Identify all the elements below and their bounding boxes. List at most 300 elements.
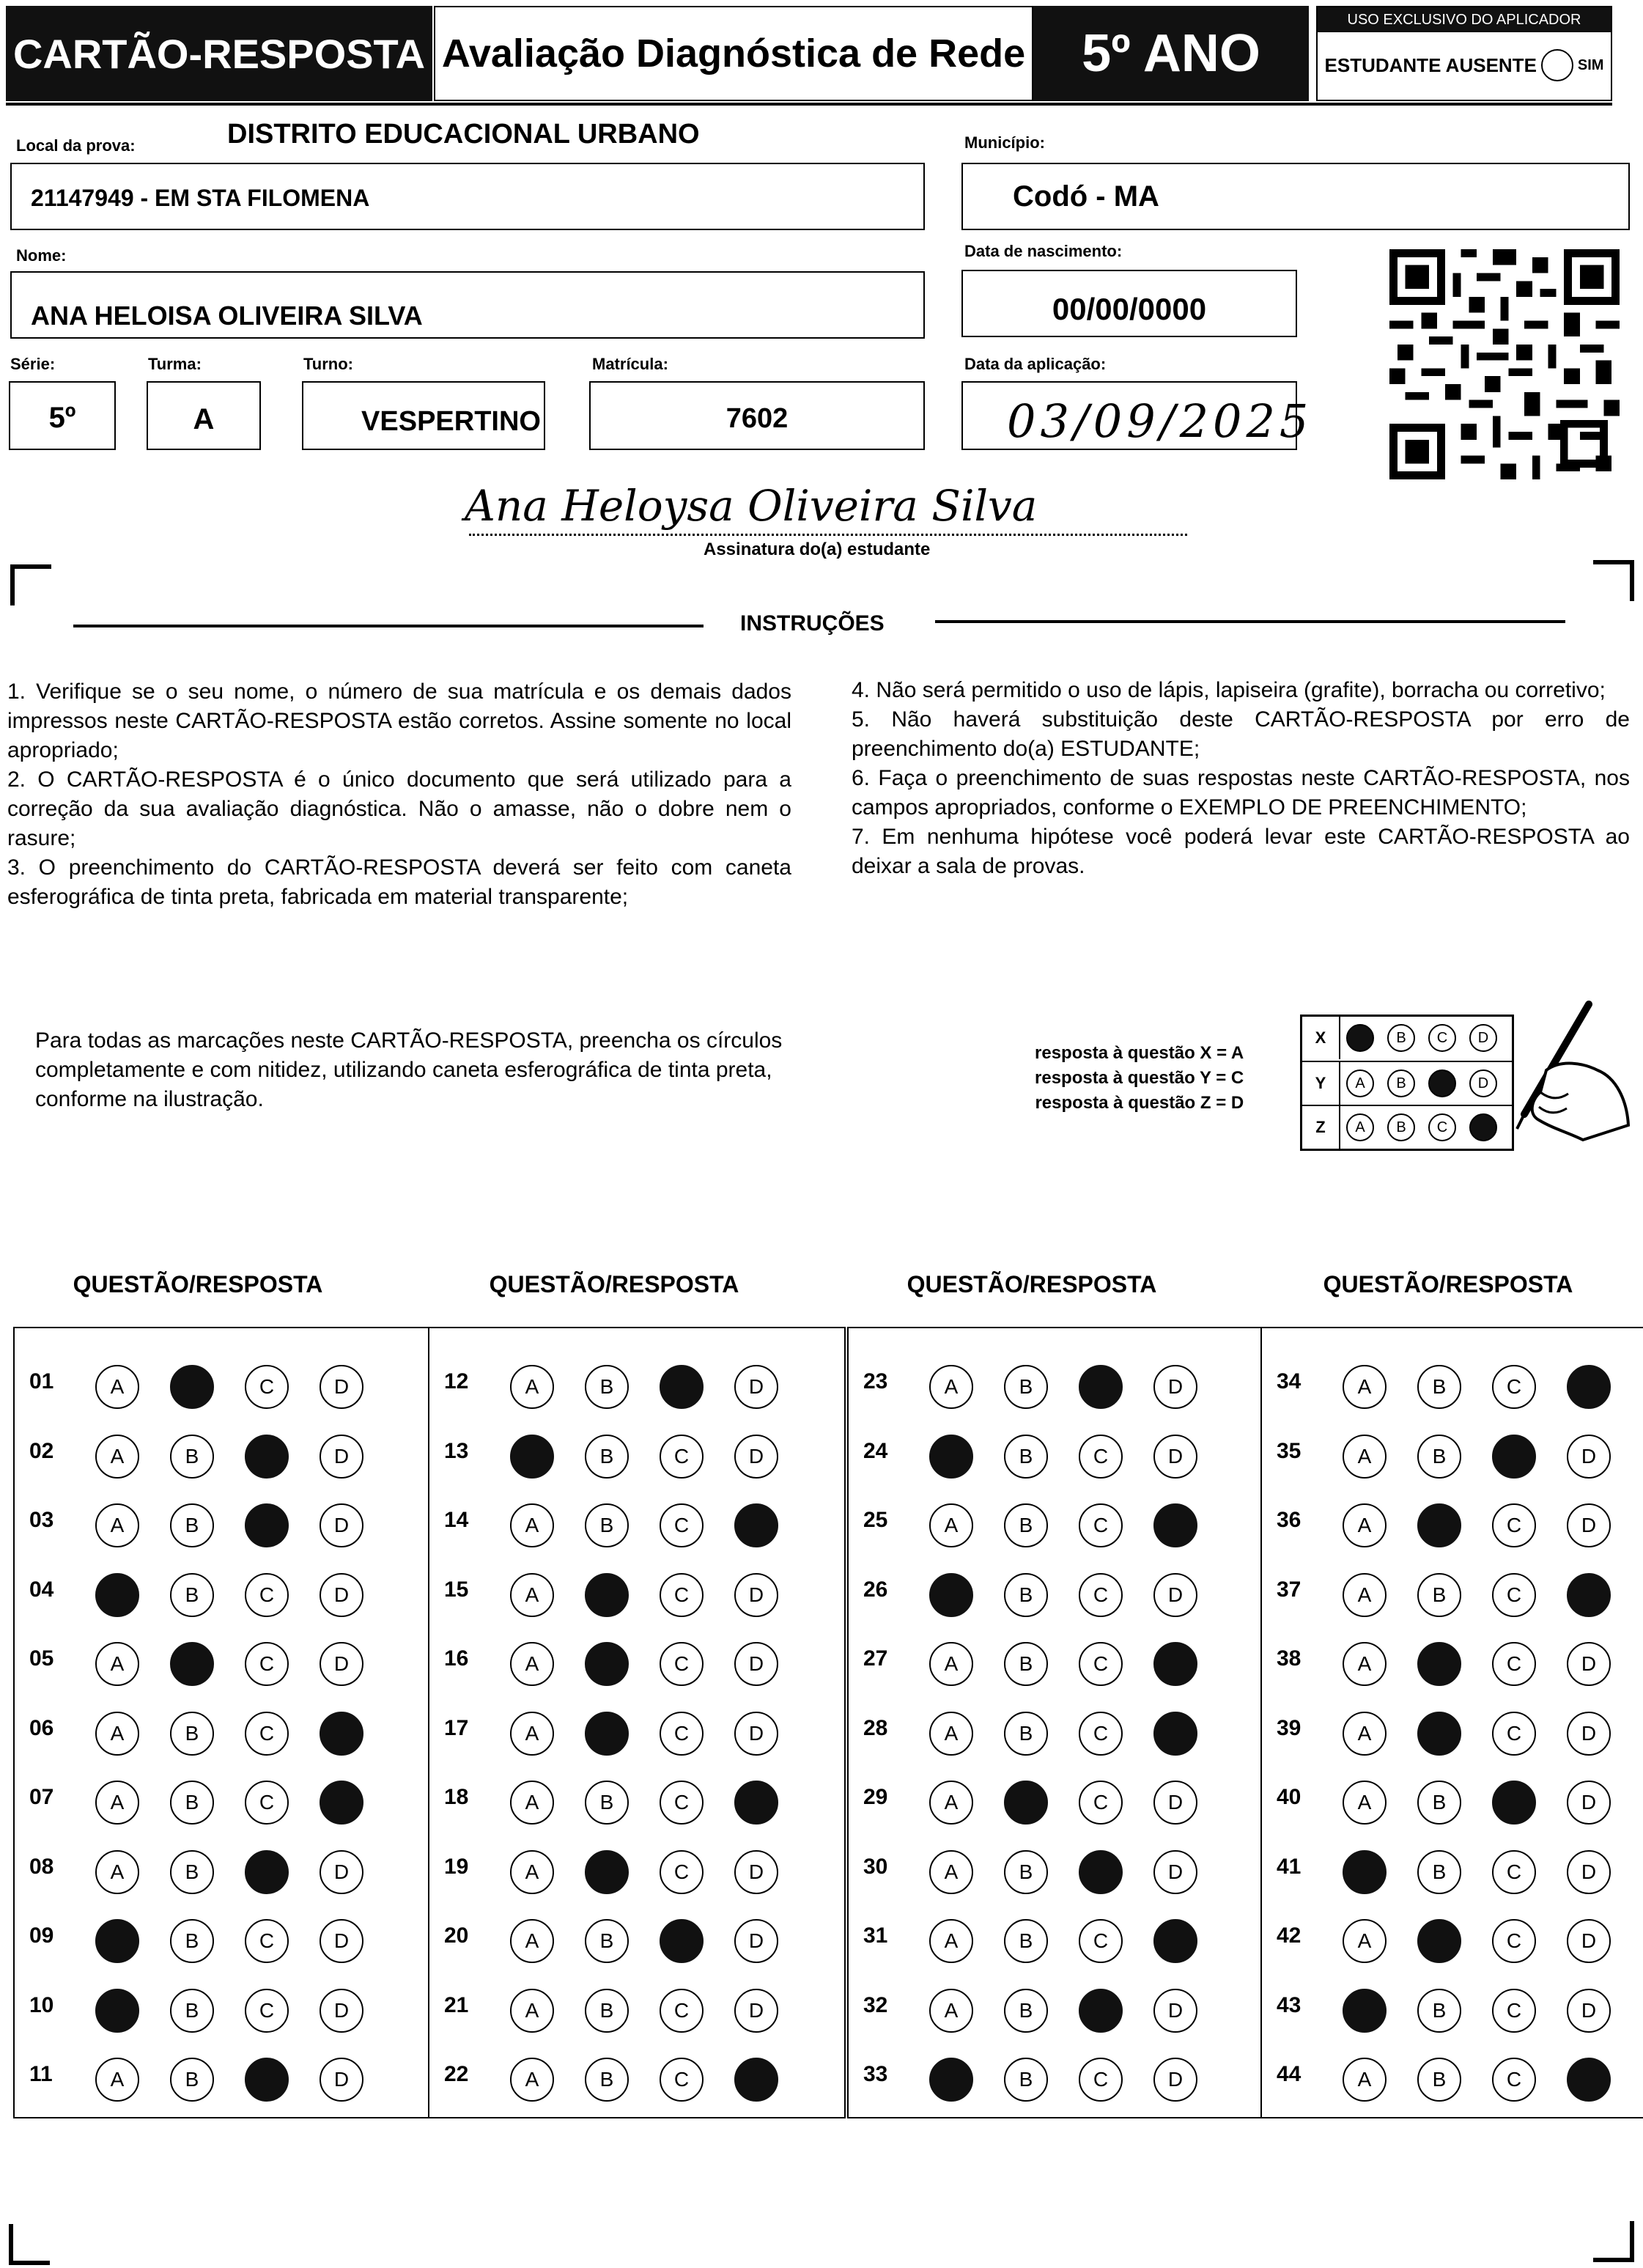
applicator-caption: USO EXCLUSIVO DO APLICADOR — [1318, 7, 1611, 32]
question-number: 15 — [444, 1577, 469, 1602]
question-row — [15, 2043, 429, 2112]
question-row — [15, 1350, 429, 1419]
answer-bubble-b[interactable]: B — [1004, 1989, 1048, 2033]
question-number: 13 — [444, 1438, 469, 1463]
answer-bubble-d[interactable] — [320, 1712, 363, 1756]
answer-bubble-a[interactable]: A — [95, 1365, 139, 1409]
answer-bubble-b[interactable] — [1417, 1712, 1461, 1756]
answer-bubble-b[interactable]: B — [585, 1989, 629, 2033]
question-row — [429, 1904, 844, 1973]
answer-bubble-a[interactable]: A — [929, 1850, 973, 1894]
answer-bubble-a[interactable]: A — [1343, 1435, 1387, 1479]
answer-bubble-a[interactable]: A — [510, 1989, 554, 2033]
example-row-label: X — [1302, 1017, 1340, 1059]
question-row — [429, 1420, 844, 1489]
answer-bubble-b[interactable]: B — [585, 1365, 629, 1409]
answer-bubble-c[interactable]: C — [245, 1919, 289, 1963]
answer-bubble-c[interactable]: C — [245, 1989, 289, 2033]
question-row — [15, 1904, 429, 1973]
example-bubble-b: B — [1387, 1113, 1415, 1141]
answer-bubble-a[interactable]: A — [929, 1642, 973, 1686]
answer-bubble-c[interactable] — [1492, 1781, 1536, 1825]
answer-bubble-b[interactable] — [1417, 1919, 1461, 1963]
example-bubble-a: A — [1346, 1069, 1374, 1097]
answer-bubble-d[interactable]: D — [1567, 1503, 1611, 1547]
answer-bubble-d[interactable]: D — [1567, 1712, 1611, 1756]
question-row — [1262, 1766, 1643, 1835]
answer-bubble-b[interactable]: B — [585, 1503, 629, 1547]
answer-bubble-d[interactable]: D — [734, 1989, 778, 2033]
answer-bubble-d[interactable]: D — [320, 1642, 363, 1686]
answer-bubble-a[interactable]: A — [510, 1573, 554, 1617]
question-row — [1262, 1627, 1643, 1696]
signature: Ana Heloysa Oliveira Silva — [465, 481, 1038, 531]
applicator-panel — [1316, 6, 1612, 101]
question-row — [1262, 1350, 1643, 1419]
absent-label: ESTUDANTE AUSENTE — [1324, 54, 1537, 76]
question-number: 06 — [29, 1715, 54, 1740]
municipality-label: Município: — [964, 133, 1045, 152]
answer-bubble-d[interactable]: D — [1567, 1435, 1611, 1479]
question-number: 41 — [1277, 1854, 1302, 1879]
question-number: 14 — [444, 1508, 469, 1532]
question-number: 05 — [29, 1646, 54, 1671]
answer-bubble-c[interactable]: C — [1492, 1642, 1536, 1686]
answer-bubble-a[interactable]: A — [1343, 1503, 1387, 1547]
answer-bubble-c[interactable] — [1079, 1850, 1123, 1894]
example-bubble-d: D — [1469, 1024, 1497, 1052]
pen-hand-icon — [1495, 990, 1634, 1144]
class-label: Turma: — [148, 355, 202, 373]
answer-bubble-b[interactable]: B — [1417, 1365, 1461, 1409]
answer-bubble-b[interactable]: B — [1417, 1781, 1461, 1825]
answer-bubble-d[interactable]: D — [1567, 1850, 1611, 1894]
answer-bubble-a[interactable]: A — [510, 1850, 554, 1894]
answer-bubble-c[interactable]: C — [245, 1712, 289, 1756]
answer-bubble-c[interactable]: C — [660, 2058, 704, 2102]
question-number: 17 — [444, 1715, 469, 1740]
answer-bubble-b[interactable]: B — [1417, 1435, 1461, 1479]
answer-bubble-d[interactable] — [1153, 1712, 1197, 1756]
question-number: 08 — [29, 1854, 54, 1879]
answer-bubble-b[interactable]: B — [585, 1435, 629, 1479]
answer-bubble-b[interactable]: B — [170, 1781, 214, 1825]
answer-bubble-a[interactable]: A — [95, 1435, 139, 1479]
answer-bubble-b[interactable]: B — [1004, 1435, 1048, 1479]
answer-bubble-b[interactable] — [585, 1642, 629, 1686]
answer-bubble-a[interactable]: A — [929, 1989, 973, 2033]
answer-bubble-a[interactable]: A — [95, 1781, 139, 1825]
answer-bubble-b[interactable]: B — [585, 1781, 629, 1825]
question-number: 36 — [1277, 1508, 1302, 1532]
answer-bubble-c[interactable]: C — [660, 1850, 704, 1894]
grade-box — [9, 381, 116, 450]
answer-bubble-a[interactable]: A — [929, 1781, 973, 1825]
answer-bubble-c[interactable]: C — [1492, 1919, 1536, 1963]
answer-bubble-b[interactable]: B — [170, 1503, 214, 1547]
instructions-left — [7, 677, 791, 912]
answer-bubble-b[interactable]: B — [1004, 1712, 1048, 1756]
answer-bubble-a[interactable] — [95, 1919, 139, 1963]
corner-mark-tl — [10, 564, 51, 605]
answer-bubble-d[interactable]: D — [1153, 1435, 1197, 1479]
question-row — [849, 2043, 1263, 2112]
answer-bubble-a[interactable]: A — [510, 1781, 554, 1825]
column-title: QUESTÃO/RESPOSTA — [907, 1271, 1157, 1297]
answer-bubble-c[interactable]: C — [245, 1365, 289, 1409]
example-bubble-d — [1469, 1113, 1497, 1141]
question-row — [429, 1350, 844, 1419]
question-number: 42 — [1277, 1923, 1302, 1948]
instruction-5: 5. Não haverá substituição deste CARTÃO-RESPOSTA por erro de preenchimento do(a) ESTUDANTE; — [852, 707, 1630, 761]
signature-line — [469, 534, 1187, 536]
answer-bubble-b[interactable]: B — [1004, 1642, 1048, 1686]
answer-bubble-b[interactable] — [1004, 1781, 1048, 1825]
answer-bubble-c[interactable]: C — [1079, 1781, 1123, 1825]
signature-caption: Assinatura do(a) estudante — [704, 540, 931, 559]
answer-bubble-b[interactable] — [585, 1850, 629, 1894]
answer-bubble-d[interactable]: D — [320, 1573, 363, 1617]
instruction-7: 7. Em nenhuma hipótese você poderá levar este CARTÃO-RESPOSTA ao deixar a sala de provas. — [852, 825, 1630, 878]
question-number: 44 — [1277, 2062, 1302, 2086]
question-number: 31 — [863, 1923, 888, 1948]
answer-bubble-d[interactable]: D — [734, 1712, 778, 1756]
answer-bubble-d[interactable] — [1153, 1919, 1197, 1963]
question-number: 22 — [444, 2062, 469, 2086]
question-number: 12 — [444, 1369, 469, 1393]
corner-mark-bl — [9, 2224, 50, 2265]
answer-bubble-c[interactable]: C — [1492, 1573, 1536, 1617]
answer-bubble-b[interactable]: B — [1417, 1850, 1461, 1894]
answer-bubble-b[interactable]: B — [1004, 1850, 1048, 1894]
answer-bubble-a[interactable]: A — [1343, 1712, 1387, 1756]
question-number: 07 — [29, 1785, 54, 1809]
answer-bubble-d[interactable]: D — [320, 1850, 363, 1894]
answer-bubble-b[interactable] — [585, 1573, 629, 1617]
birth-box — [961, 270, 1297, 337]
answer-bubble-a[interactable] — [929, 1435, 973, 1479]
answer-bubble-a[interactable] — [929, 1573, 973, 1617]
answer-bubble-c[interactable] — [245, 1850, 289, 1894]
example-bubble-d: D — [1469, 1069, 1497, 1097]
answer-bubble-b[interactable]: B — [170, 1850, 214, 1894]
answer-bubble-a[interactable]: A — [929, 1365, 973, 1409]
shift-label: Turno: — [303, 355, 354, 373]
answer-bubble-a[interactable]: A — [1343, 1781, 1387, 1825]
instructions-rule-right — [935, 620, 1565, 623]
answer-column — [1260, 1327, 1643, 2118]
answer-column — [428, 1327, 846, 2118]
answer-bubble-a[interactable] — [1343, 1850, 1387, 1894]
question-row — [1262, 1904, 1643, 1973]
question-row — [429, 1836, 844, 1904]
answer-bubble-c[interactable]: C — [660, 1642, 704, 1686]
answer-bubble-c[interactable] — [245, 1503, 289, 1547]
question-row — [849, 1974, 1263, 2043]
answer-bubble-c[interactable] — [245, 2058, 289, 2102]
answer-bubble-c[interactable]: C — [660, 1503, 704, 1547]
answer-bubble-a[interactable]: A — [95, 1712, 139, 1756]
question-row — [429, 2043, 844, 2112]
question-row — [15, 1974, 429, 2043]
answer-bubble-d[interactable] — [1567, 1573, 1611, 1617]
instructions-rule-left — [73, 625, 704, 627]
answer-bubble-a[interactable]: A — [1343, 1365, 1387, 1409]
answer-bubble-c[interactable] — [660, 1365, 704, 1409]
column-title: QUESTÃO/RESPOSTA — [1323, 1271, 1573, 1297]
answer-bubble-c[interactable]: C — [1492, 1712, 1536, 1756]
instruction-3: 3. O preenchimento do CARTÃO-RESPOSTA deverá ser feito com caneta esferográfica de tinta preta, fabricada em material transparente; — [7, 855, 791, 909]
answer-bubble-d[interactable] — [1153, 1503, 1197, 1547]
example-bubble-c: C — [1428, 1024, 1456, 1052]
answer-bubble-c[interactable] — [1079, 1365, 1123, 1409]
answer-bubble-c[interactable]: C — [1079, 2058, 1123, 2102]
answer-bubble-b[interactable] — [1417, 1503, 1461, 1547]
question-row — [849, 1836, 1263, 1904]
question-number: 40 — [1277, 1785, 1302, 1809]
question-number: 33 — [863, 2062, 888, 2086]
answer-bubble-d[interactable]: D — [320, 1919, 363, 1963]
answer-bubble-c[interactable]: C — [1492, 1365, 1536, 1409]
answer-bubble-d[interactable] — [1153, 1642, 1197, 1686]
answer-bubble-a[interactable] — [929, 2058, 973, 2102]
answer-bubble-a[interactable] — [510, 1435, 554, 1479]
answer-bubble-d[interactable] — [734, 1503, 778, 1547]
answer-bubble-d[interactable] — [734, 1781, 778, 1825]
name-label: Nome: — [16, 246, 67, 265]
answer-bubble-d[interactable] — [1567, 1365, 1611, 1409]
answer-bubble-c[interactable]: C — [660, 1989, 704, 2033]
question-number: 38 — [1277, 1646, 1302, 1671]
answer-bubble-b[interactable] — [170, 1642, 214, 1686]
answer-bubble-d[interactable]: D — [320, 1365, 363, 1409]
answer-bubble-d[interactable]: D — [1153, 1989, 1197, 2033]
question-row — [849, 1766, 1263, 1835]
answer-bubble-b[interactable]: B — [1004, 1919, 1048, 1963]
answer-bubble-d[interactable]: D — [320, 2058, 363, 2102]
question-row — [1262, 1420, 1643, 1489]
answer-bubble-c[interactable]: C — [660, 1712, 704, 1756]
question-row — [429, 1697, 844, 1766]
answer-bubble-c[interactable]: C — [1492, 1989, 1536, 2033]
answer-bubble-a[interactable]: A — [1343, 1573, 1387, 1617]
question-number: 04 — [29, 1577, 54, 1602]
question-number: 11 — [29, 2062, 53, 2086]
question-row — [1262, 1974, 1643, 2043]
answer-bubble-d[interactable]: D — [320, 1989, 363, 2033]
answer-bubble-d[interactable]: D — [734, 1573, 778, 1617]
answer-bubble-a[interactable]: A — [510, 1503, 554, 1547]
answer-bubble-b[interactable]: B — [170, 1919, 214, 1963]
question-number: 43 — [1277, 1992, 1302, 2017]
answer-bubble-c[interactable]: C — [245, 1642, 289, 1686]
answer-bubble-c[interactable]: C — [1079, 1573, 1123, 1617]
question-row — [15, 1627, 429, 1696]
enrollment: 7602 — [725, 403, 789, 434]
answer-bubble-b[interactable] — [585, 1712, 629, 1756]
example-row — [1302, 1017, 1512, 1061]
answer-bubble-b[interactable]: B — [170, 1435, 214, 1479]
answer-bubble-d[interactable]: D — [1567, 1781, 1611, 1825]
answer-bubble-d[interactable] — [320, 1781, 363, 1825]
question-row — [429, 1974, 844, 2043]
question-number: 21 — [444, 1992, 469, 2017]
answer-bubble-a[interactable]: A — [95, 1642, 139, 1686]
answer-bubble-c[interactable]: C — [1079, 1642, 1123, 1686]
answer-bubble-b[interactable]: B — [170, 1989, 214, 2033]
answer-bubble-b[interactable]: B — [170, 1712, 214, 1756]
question-number: 16 — [444, 1646, 469, 1671]
answer-bubble-c[interactable]: C — [245, 1573, 289, 1617]
answer-bubble-c[interactable]: C — [245, 1781, 289, 1825]
answer-bubble-c[interactable] — [1492, 1435, 1536, 1479]
question-number: 32 — [863, 1992, 888, 2017]
enrollment-box — [589, 381, 925, 450]
question-number: 39 — [1277, 1715, 1302, 1740]
answer-bubble-c[interactable] — [660, 1919, 704, 1963]
answer-bubble-a[interactable]: A — [95, 2058, 139, 2102]
answer-bubble-b[interactable]: B — [170, 1573, 214, 1617]
question-row — [429, 1558, 844, 1627]
answer-bubble-a[interactable]: A — [510, 1365, 554, 1409]
answer-bubble-a[interactable] — [95, 1989, 139, 2033]
answer-bubble-a[interactable]: A — [510, 2058, 554, 2102]
question-row — [15, 1420, 429, 1489]
answer-bubble-b[interactable]: B — [170, 2058, 214, 2102]
answer-bubble-c[interactable]: C — [1492, 1850, 1536, 1894]
answer-bubble-c[interactable]: C — [1492, 1503, 1536, 1547]
answer-bubble-b[interactable]: B — [585, 2058, 629, 2102]
district: DISTRITO EDUCACIONAL URBANO — [227, 119, 700, 150]
answer-bubble-d[interactable]: D — [1567, 1642, 1611, 1686]
question-row — [1262, 2043, 1643, 2112]
answer-bubble-a[interactable]: A — [1343, 2058, 1387, 2102]
answer-bubble-c[interactable]: C — [660, 1435, 704, 1479]
question-number: 23 — [863, 1369, 888, 1393]
question-row — [15, 1766, 429, 1835]
answer-bubble-c[interactable]: C — [1079, 1435, 1123, 1479]
answer-bubble-d[interactable]: D — [1153, 1850, 1197, 1894]
question-row — [849, 1489, 1263, 1558]
answer-bubble-c[interactable]: C — [1079, 1712, 1123, 1756]
question-row — [849, 1558, 1263, 1627]
example-row — [1302, 1061, 1512, 1105]
answer-bubble-d[interactable]: D — [734, 1850, 778, 1894]
question-number: 18 — [444, 1785, 469, 1809]
answer-bubble-a[interactable]: A — [929, 1503, 973, 1547]
question-row — [429, 1766, 844, 1835]
question-row — [849, 1420, 1263, 1489]
answer-bubble-b[interactable]: B — [1417, 2058, 1461, 2102]
instruction-4: 4. Não será permitido o uso de lápis, lapiseira (grafite), borracha ou corretivo; — [852, 678, 1606, 702]
question-row — [1262, 1836, 1643, 1904]
question-row — [849, 1697, 1263, 1766]
birth: 00/00/0000 — [1052, 292, 1207, 326]
birth-label: Data de nascimento: — [964, 242, 1123, 260]
answer-bubble-a[interactable]: A — [95, 1503, 139, 1547]
answer-bubble-b[interactable] — [170, 1365, 214, 1409]
answer-bubble-c[interactable] — [245, 1435, 289, 1479]
answer-bubble-c[interactable]: C — [1079, 1503, 1123, 1547]
question-number: 01 — [29, 1369, 54, 1393]
name: ANA HELOISA OLIVEIRA SILVA — [31, 301, 423, 331]
answer-bubble-a[interactable]: A — [929, 1712, 973, 1756]
answer-bubble-b[interactable]: B — [1004, 2058, 1048, 2102]
answer-bubble-a[interactable] — [1343, 1989, 1387, 2033]
answer-bubble-c[interactable]: C — [1079, 1919, 1123, 1963]
municipality: Codó - MA — [1013, 180, 1159, 213]
answer-bubble-d[interactable]: D — [1153, 1781, 1197, 1825]
answer-bubble-d[interactable]: D — [1153, 2058, 1197, 2102]
answer-bubble-b[interactable]: B — [1417, 1573, 1461, 1617]
answer-bubble-b[interactable]: B — [1417, 1989, 1461, 2033]
example-row-label: Y — [1302, 1062, 1340, 1105]
answer-bubble-a[interactable]: A — [510, 1642, 554, 1686]
exam-location-label: Local da prova: — [16, 136, 136, 155]
answer-bubble-c[interactable]: C — [1492, 2058, 1536, 2102]
answer-bubble-d[interactable]: D — [1567, 1919, 1611, 1963]
answer-bubble-d[interactable]: D — [1567, 1989, 1611, 2033]
question-row — [15, 1489, 429, 1558]
answer-bubble-a[interactable]: A — [510, 1919, 554, 1963]
answer-bubble-d[interactable]: D — [734, 1642, 778, 1686]
answer-bubble-b[interactable]: B — [1004, 1365, 1048, 1409]
question-row — [15, 1558, 429, 1627]
absent-bubble[interactable] — [1541, 49, 1573, 81]
question-row — [429, 1489, 844, 1558]
answer-bubble-d[interactable]: D — [1153, 1573, 1197, 1617]
example-legend-y: resposta à questão Y = C — [1035, 1068, 1244, 1088]
answer-bubble-a[interactable]: A — [929, 1919, 973, 1963]
answer-bubble-d[interactable]: D — [320, 1503, 363, 1547]
question-row — [1262, 1558, 1643, 1627]
answer-bubble-a[interactable]: A — [95, 1850, 139, 1894]
header-divider — [6, 103, 1612, 106]
answer-bubble-c[interactable]: C — [660, 1573, 704, 1617]
answer-bubble-b[interactable]: B — [1004, 1573, 1048, 1617]
question-number: 27 — [863, 1646, 888, 1671]
answer-bubble-a[interactable] — [95, 1573, 139, 1617]
answer-bubble-d[interactable]: D — [734, 1435, 778, 1479]
answer-bubble-b[interactable] — [1417, 1642, 1461, 1686]
answer-bubble-d[interactable]: D — [1153, 1365, 1197, 1409]
question-number: 19 — [444, 1854, 469, 1879]
enrollment-label: Matrícula: — [592, 355, 668, 373]
answer-bubble-c[interactable] — [1079, 1989, 1123, 2033]
question-number: 34 — [1277, 1369, 1302, 1393]
answer-bubble-d[interactable]: D — [320, 1435, 363, 1479]
answer-bubble-b[interactable]: B — [585, 1919, 629, 1963]
example-legend-z: resposta à questão Z = D — [1035, 1093, 1244, 1113]
example-legend — [1035, 1041, 1244, 1116]
answer-bubble-a[interactable]: A — [510, 1712, 554, 1756]
question-number: 20 — [444, 1923, 469, 1948]
answer-bubble-c[interactable]: C — [660, 1781, 704, 1825]
answer-bubble-a[interactable]: A — [1343, 1642, 1387, 1686]
card-title-banner — [6, 6, 432, 101]
answer-bubble-d[interactable] — [734, 2058, 778, 2102]
grade-label: Série: — [10, 355, 56, 373]
question-number: 03 — [29, 1508, 54, 1532]
answer-bubble-b[interactable]: B — [1004, 1503, 1048, 1547]
example-grid — [1300, 1015, 1514, 1151]
answer-bubble-a[interactable]: A — [1343, 1919, 1387, 1963]
answer-bubble-d[interactable]: D — [734, 1365, 778, 1409]
answer-column — [847, 1327, 1265, 2118]
answer-bubble-d[interactable] — [1567, 2058, 1611, 2102]
answer-bubble-d[interactable]: D — [734, 1919, 778, 1963]
qr-code — [1389, 249, 1620, 479]
